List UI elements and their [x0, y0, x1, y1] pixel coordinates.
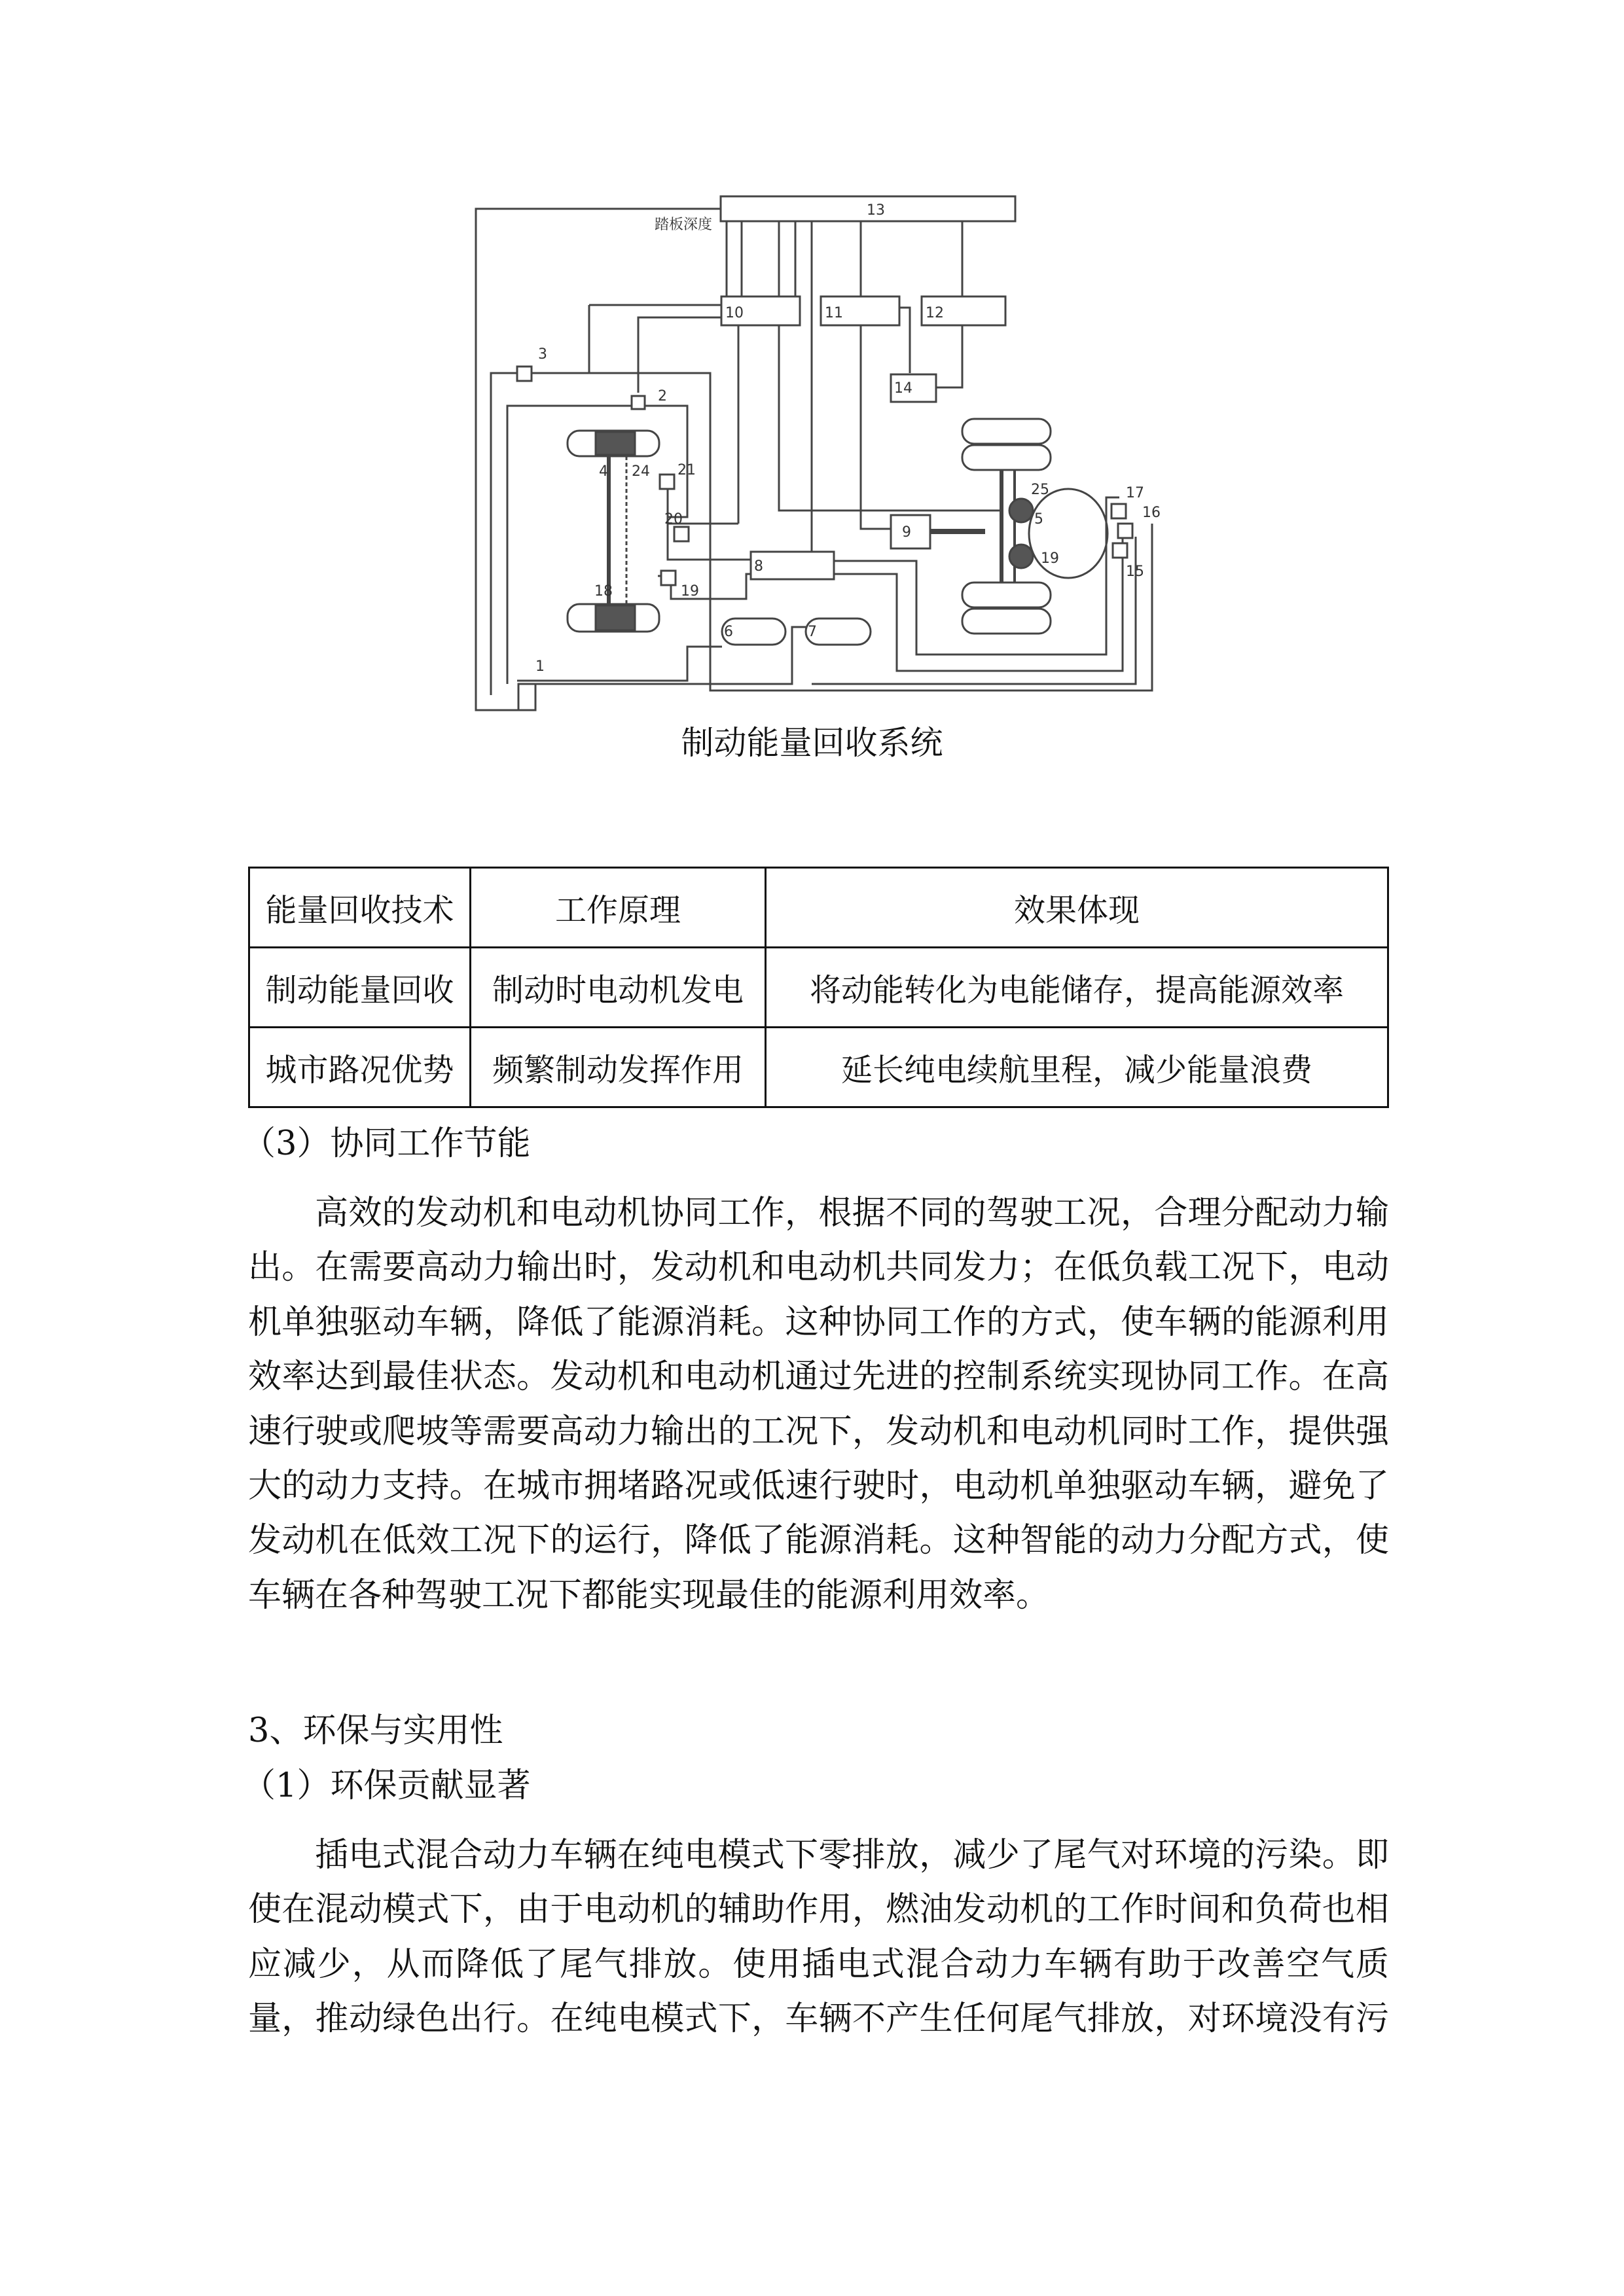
label-19: 19: [681, 583, 699, 600]
table-cell: 制动时电动机发电: [471, 948, 766, 1028]
table-cell: 将动能转化为电能储存，提高能源效率: [766, 948, 1388, 1028]
paragraph-line: 车辆在各种驾驶工况下都能实现最佳的能源利用效率。: [248, 1575, 1050, 1615]
table-header-row: [249, 868, 1388, 948]
label-7: 7: [808, 624, 817, 640]
paragraph-line: 插电式混合动力车辆在纯电模式下零排放，减少了尾气对环境的污染。即: [315, 1836, 1389, 1874]
heading-environment-practicality: 3、环保与实用性: [248, 1712, 503, 1750]
table-header: 工作原理: [471, 868, 766, 948]
table-header: 效果体现: [766, 868, 1388, 948]
figure-caption: 制动能量回收系统: [681, 724, 943, 762]
label-10: 10: [725, 305, 744, 321]
paragraph-line: 机单独驱动车辆，降低了能源消耗。这种协同工作的方式，使车辆的能源利用: [248, 1302, 1389, 1342]
paragraph-line: 应减少，从而降低了尾气排放。使用插电式混合动力车辆有助于改善空气质: [248, 1945, 1389, 1984]
label-9: 9: [902, 524, 911, 541]
paragraph-cooperative-work: [248, 1186, 1389, 1623]
label-3: 3: [538, 346, 547, 363]
label-20: 20: [664, 511, 683, 528]
pipe-line: [476, 209, 720, 710]
table-cell: 城市路况优势: [249, 1028, 471, 1107]
pipe-line: [491, 373, 1152, 695]
label-24: 24: [632, 463, 650, 480]
label-2: 2: [658, 388, 667, 404]
label-1: 1: [535, 658, 545, 675]
energy-recovery-table: [248, 867, 1389, 1108]
paragraph-line: 发动机在低效工况下的运行，降低了能源消耗。这种智能的动力分配方式，使: [248, 1521, 1389, 1560]
paragraph-line: 高效的发动机和电动机协同工作，根据不同的驾驶工况，合理分配动力输: [315, 1194, 1389, 1232]
paragraph-line: 大的动力支持。在城市拥堵路况或低速行驶时，电动机单独驱动车辆，避免了: [248, 1466, 1389, 1505]
paragraph-environment: [248, 1828, 1389, 2047]
subheading-cooperative-work: （3）协同工作节能: [242, 1124, 531, 1163]
paragraph-line: 量，推动绿色出行。在纯电模式下，车辆不产生任何尾气排放，对环境没有污: [248, 2000, 1389, 2039]
paragraph-line: 效率达到最佳状态。发动机和电动机通过先进的控制系统实现协同工作。在高: [248, 1357, 1389, 1397]
label-19-rear: 19: [1041, 550, 1059, 567]
label-4: 4: [599, 463, 608, 480]
label-12: 12: [926, 305, 944, 321]
subheading-environment: （1）环保贡献显著: [242, 1767, 531, 1805]
label-16: 16: [1142, 505, 1161, 521]
label-25: 25: [1031, 482, 1049, 498]
label-13: 13: [867, 202, 885, 219]
table-header: 能量回收技术: [249, 868, 471, 948]
paragraph-line: 使在混动模式下，由于电动机的辅助作用，燃油发动机的工作时间和负荷也相: [248, 1890, 1389, 1929]
label-11: 11: [825, 305, 843, 321]
label-18: 18: [594, 583, 613, 600]
label-14: 14: [894, 380, 912, 397]
pipe-line: [517, 647, 722, 681]
table-cell: 延长纯电续航里程，减少能量浪费: [766, 1028, 1388, 1107]
rear-axle: [930, 419, 1108, 634]
table-cell: 频繁制动发挥作用: [471, 1028, 766, 1107]
paragraph-line: 速行驶或爬坡等需要高动力输出的工况下，发动机和电动机同时工作，提供强: [248, 1412, 1389, 1451]
label-15: 15: [1126, 564, 1144, 580]
braking-energy-recovery-diagram: [458, 183, 1185, 726]
front-axle: [568, 431, 659, 632]
label-5: 5: [1034, 511, 1043, 528]
label-6: 6: [724, 624, 733, 640]
label-21: 21: [677, 462, 696, 478]
paragraph-line: 出。在需要高动力输出时，发动机和电动机共同发力；在低负载工况下，电动: [248, 1248, 1389, 1287]
label-8: 8: [754, 558, 763, 575]
box-8: [751, 552, 834, 579]
label-17: 17: [1126, 485, 1144, 501]
table-row: [249, 1028, 1388, 1107]
pedal-depth-label: 踏板深度: [655, 217, 713, 233]
table-row: [249, 948, 1388, 1028]
table-cell: 制动能量回收: [249, 948, 471, 1028]
